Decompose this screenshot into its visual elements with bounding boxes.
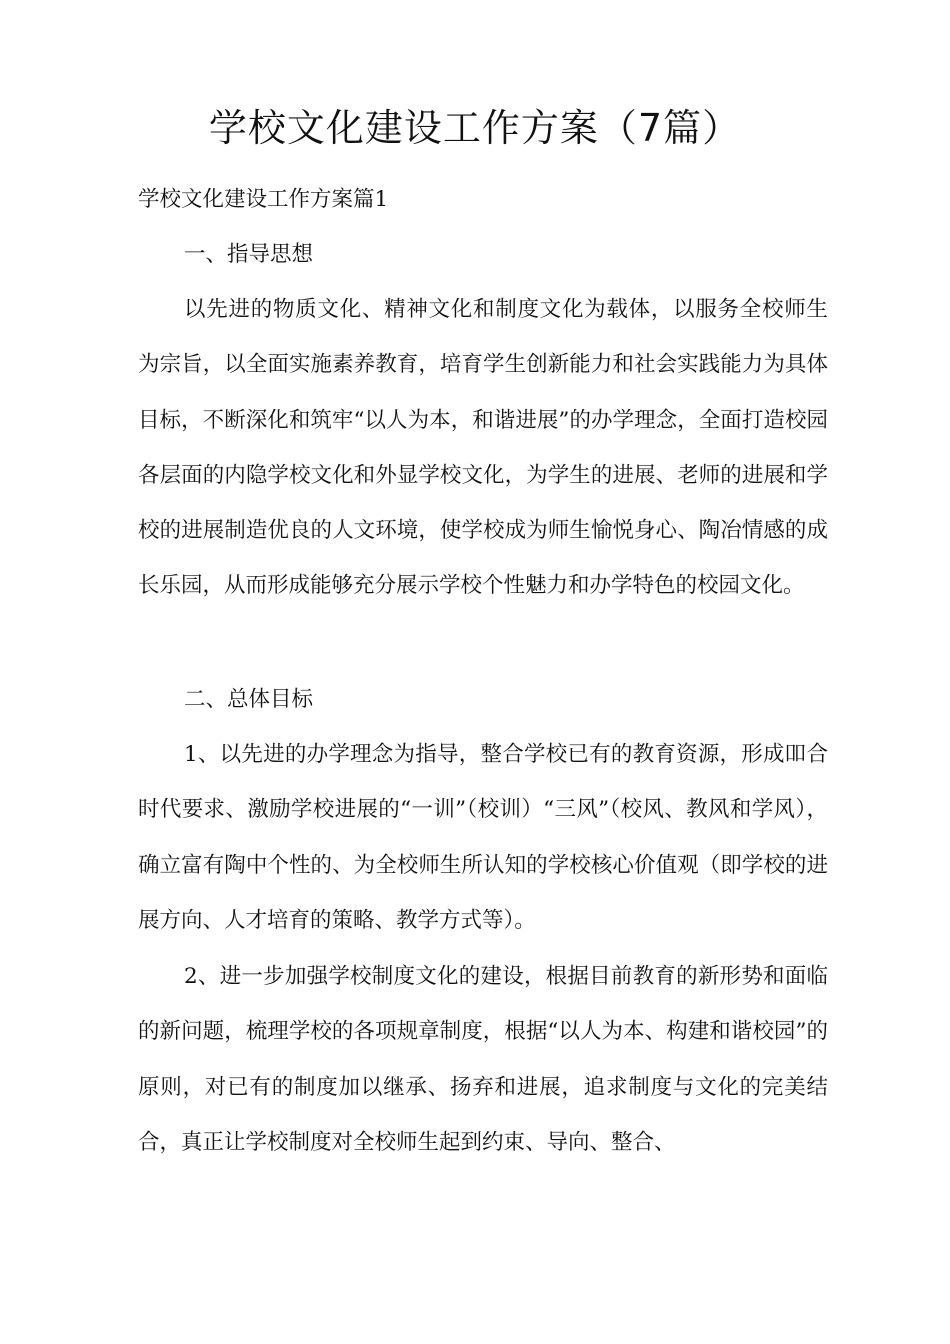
section-heading-guiding-ideology: 一、指导思想 [184, 242, 314, 267]
document-title: 学校文化建设工作方案（7篇） [208, 106, 742, 150]
paragraph-goal-2: 2、进一步加强学校制度文化的建设，根据目前教育的新形势和面临的新问题，梳理学校的各项规章制度，根据“以人为本、构建和谐校园”的原则，对已有的制度加以继承、扬弃和进展，追求制度与文化的完美结合，真正让学校制度对全校师生起到约束、导向、整合、 [138, 964, 828, 1155]
document-subtitle: 学校文化建设工作方案篇1 [138, 187, 389, 212]
paragraph-guiding-ideology: 以先进的物质文化、精神文化和制度文化为载体，以服务全校师生为宗旨，以全面实施素养教育，培育学生创新能力和社会实践能力为具体目标，不断深化和筑牢“以人为本，和谐进展”的办学理念，全面打造校园各层面的内隐学校文化和外显学校文化，为学生的进展、老师的进展和学校的进展制造优良的人文环境，使学校成为师生愉悦身心、陶冶情感的成长乐园，从而形成能够充分展示学校个性魅力和办学特色的校园文化。 [138, 297, 828, 599]
section-heading-overall-goals: 二、总体目标 [184, 687, 314, 712]
paragraph-goal-1: 1、以先进的办学理念为指导，整合学校已有的教育资源，形成吅合时代要求、激励学校进展的“一训”（校训）“三风”（校风、教风和学风），确立富有陶中个性的、为全校师生所认知的学校核心价值观（即学校的进展方向、人才培育的策略、教学方式等）。 [138, 742, 828, 933]
